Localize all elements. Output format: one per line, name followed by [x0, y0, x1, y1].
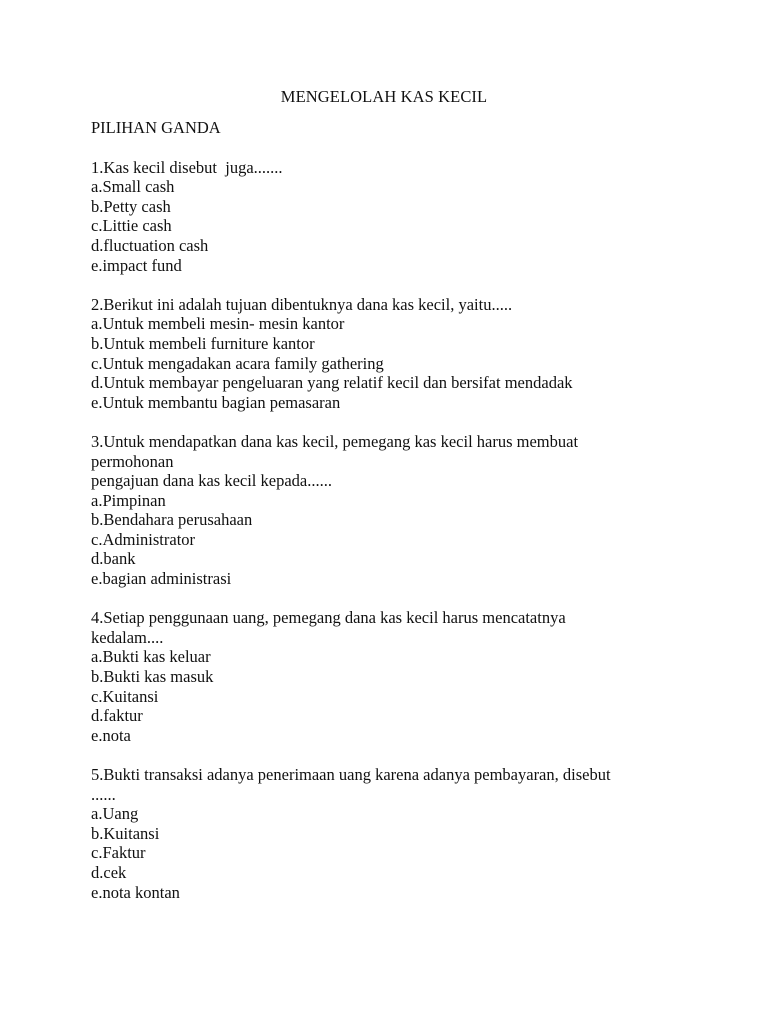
- question-stem-continued: permohonan: [91, 451, 174, 471]
- answer-option-b: b.Untuk membeli furniture kantor: [91, 333, 315, 353]
- answer-option-c: c.Untuk mengadakan acara family gathering: [91, 353, 384, 373]
- answer-option-c: c.Littie cash: [91, 216, 172, 236]
- answer-option-d: d.cek: [91, 862, 127, 882]
- answer-option-d: d.fluctuation cash: [91, 235, 209, 255]
- answer-option-e: e.nota: [91, 725, 131, 745]
- answer-option-b: b.Bendahara perusahaan: [91, 510, 253, 530]
- question-stem: 1.Kas kecil disebut juga.......: [91, 157, 283, 177]
- answer-option-e: e.nota kontan: [91, 882, 180, 902]
- section-heading: PILIHAN GANDA: [91, 118, 221, 137]
- answer-option-b: b.Kuitansi: [91, 823, 160, 843]
- answer-option-b: b.Bukti kas masuk: [91, 667, 214, 687]
- answer-option-a: a.Untuk membeli mesin- mesin kantor: [91, 314, 345, 334]
- answer-option-a: a.Small cash: [91, 177, 175, 197]
- question-4: [91, 608, 711, 745]
- question-stem: 2.Berikut ini adalah tujuan dibentuknya dana kas kecil, yaitu.....: [91, 294, 513, 314]
- question-stem-continued: kedalam....: [91, 627, 164, 647]
- document-title: MENGELOLAH KAS KECIL: [280, 87, 488, 106]
- answer-option-d: d.bank: [91, 549, 136, 569]
- question-3: [91, 432, 711, 589]
- answer-option-a: a.Bukti kas keluar: [91, 647, 211, 667]
- question-stem: 5.Bukti transaksi adanya penerimaan uang karena adanya pembayaran, disebut: [91, 765, 611, 784]
- question-2: [91, 295, 711, 413]
- question-1: [91, 158, 711, 276]
- answer-option-d: d.faktur: [91, 706, 143, 726]
- document-body: [91, 118, 711, 922]
- answer-option-a: a.Uang: [91, 804, 139, 824]
- question-5: [91, 765, 711, 902]
- answer-option-a: a.Pimpinan: [91, 490, 166, 510]
- question-stem-continued: pengajuan dana kas kecil kepada......: [91, 471, 332, 491]
- question-stem: 4.Setiap penggunaan uang, pemegang dana kas kecil harus mencatatnya: [91, 608, 566, 628]
- question-stem-continued: ......: [91, 784, 116, 804]
- answer-option-e: e.Untuk membantu bagian pemasaran: [91, 392, 341, 412]
- answer-option-e: e.impact fund: [91, 255, 182, 275]
- question-stem: 3.Untuk mendapatkan dana kas kecil, pemegang kas kecil harus membuat: [91, 431, 579, 451]
- answer-option-c: c.Kuitansi: [91, 686, 159, 706]
- answer-option-b: b.Petty cash: [91, 196, 171, 216]
- answer-option-c: c.Administrator: [91, 529, 196, 549]
- answer-option-d: d.Untuk membayar pengeluaran yang relatif kecil dan bersifat mendadak: [91, 373, 573, 393]
- answer-option-c: c.Faktur: [91, 843, 146, 863]
- answer-option-e: e.bagian administrasi: [91, 569, 232, 589]
